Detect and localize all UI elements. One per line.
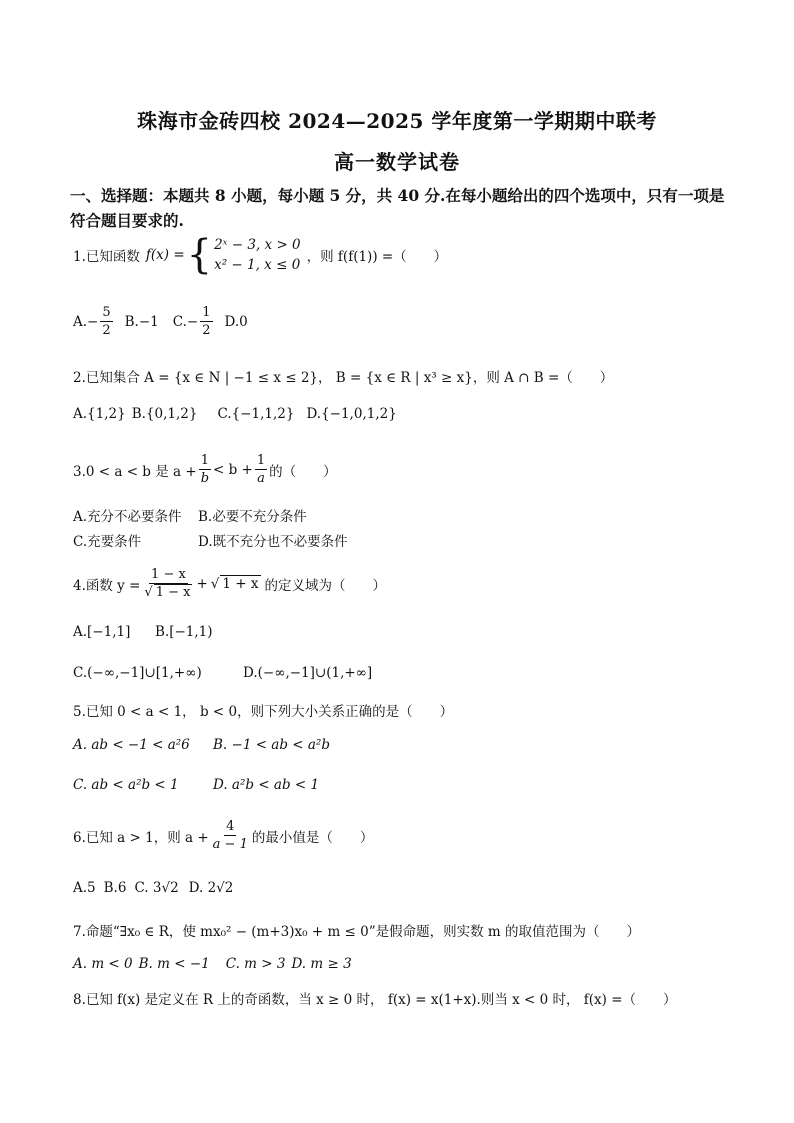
q3-f1-numerator: 1	[200, 453, 209, 468]
q2-option-b: B.{0,1,2}	[131, 406, 198, 422]
question-7-stem: 7.命题“∃x₀ ∈ R，使 mx₀² − (m+3)x₀ + m ≤ 0”是假命题，则实数 m 的取值范围为（ ）	[73, 924, 641, 940]
question-2-options	[73, 406, 397, 422]
q4-radicand: 1 + x	[222, 576, 259, 592]
question-1-stem	[73, 232, 448, 278]
question-3-options-row-1	[73, 505, 307, 525]
q3-f2-numerator: 1	[256, 453, 266, 468]
question-4-stem: 4.函数 y = $\frac{1 - x}{√ 1 - x}$ + √ 1 + x 的定义域为（ ）	[73, 567, 386, 600]
q4-prefix: 4.函数 y =	[73, 577, 141, 594]
q6-denominator: a − 1	[212, 837, 248, 852]
q6-fraction	[211, 818, 250, 853]
question-2-stem: 2.已知集合 A = {x ∈ N | −1 ≤ x ≤ 2}， B = {x ∈ R | x³ ≥ x}，则 A ∩ B =（ ）	[73, 370, 614, 386]
q1-fx: f(x) =	[145, 247, 185, 263]
q1-c-numerator: 1	[202, 305, 211, 320]
q5-option-b: B. −1 < ab < a²b	[213, 737, 330, 753]
q1-option-a-label: A.−	[73, 313, 99, 330]
exam-subtitle: 高一数学试卷	[334, 150, 460, 174]
q4-den-radicand: 1 − x	[155, 585, 191, 600]
q6-prefix: 6.已知 a > 1，则 a +	[73, 829, 209, 846]
question-4-options-row-1	[73, 624, 213, 640]
left-brace-icon: {	[186, 232, 213, 278]
q1-suffix: ，则 f(f(1)) =（ ）	[306, 249, 448, 265]
q3-option-d: D.既不充分也不必要条件	[198, 534, 348, 550]
q6-option-d: D. 2√2	[188, 880, 234, 896]
q2-option-c: C.{−1,1,2}	[217, 406, 295, 422]
q3-option-b: B.必要不充分条件	[198, 509, 307, 525]
q1-case-2: x² − 1, x ≤ 0	[214, 257, 301, 273]
q4-option-b: B.[−1,1)	[155, 624, 213, 640]
question-6-options	[73, 880, 233, 896]
section-heading: 一、选择题：本题共 8 小题，每小题 5 分，共 40 分.在每小题给出的四个选项中，只有一项是符合题目要求的.	[70, 186, 725, 230]
question-3-stem	[73, 452, 337, 487]
q4-denominator: √ 1 − x	[144, 585, 191, 600]
q5-option-a: A. ab < −1 < a²6	[73, 737, 190, 753]
q1-option-b: B.−1	[124, 313, 159, 330]
q1-option-c-fraction	[200, 304, 212, 339]
question-5-stem: 5.已知 0 < a < 1， b < 0，则下列大小关系正确的是（ ）	[73, 704, 454, 720]
q6-option-c: C. 3√2	[134, 880, 179, 896]
q1-piecewise	[214, 235, 301, 275]
q7-option-d: D. m ≥ 3	[291, 956, 352, 972]
q3-option-a: A.充分不必要条件	[73, 509, 182, 525]
q3-fraction-2	[255, 452, 267, 487]
q1-a-numerator: 5	[102, 305, 111, 320]
q3-middle: < b +	[213, 461, 253, 478]
q1-c-denominator: 2	[202, 323, 211, 338]
q2-option-a: A.{1,2}	[73, 406, 126, 422]
question-1-options	[73, 304, 248, 339]
q3-option-c: C.充要条件	[73, 534, 142, 550]
q4-option-c: C.(−∞,−1]∪[1,+∞)	[73, 665, 202, 681]
q3-f1-denominator: b	[200, 471, 210, 486]
q1-a-denominator: 2	[102, 323, 111, 338]
q1-case-1: 2ˣ − 3, x > 0	[214, 237, 301, 253]
question-8-stem: 8.已知 f(x) 是定义在 R 上的奇函数，当 x ≥ 0 时， f(x) = x(1+x).则当 x < 0 时， f(x) =（ ）	[73, 992, 677, 1008]
q3-suffix: 的（ ）	[269, 463, 337, 480]
exam-title: 珠海市金砖四校 2024—2025 学年度第一学期期中联考	[137, 109, 657, 133]
q4-suffix: 的定义域为（ ）	[264, 577, 386, 594]
q7-option-a: A. m < 0	[73, 956, 133, 972]
q4-fraction	[142, 566, 194, 601]
q6-suffix: 的最小值是（ ）	[251, 829, 374, 846]
q4-numerator: 1 − x	[151, 567, 186, 582]
q6-option-a: A.5	[73, 880, 96, 896]
q1-option-d: D.0	[224, 313, 248, 330]
question-3-options-row-2	[73, 530, 348, 550]
q4-option-d: D.(−∞,−1]∪(1,+∞]	[243, 665, 373, 681]
q4-plus: +	[196, 575, 208, 592]
question-5-options-row-2	[73, 777, 319, 793]
q5-option-c: C. ab < a²b < 1	[73, 777, 179, 793]
q5-option-d: D. a²b < ab < 1	[213, 777, 320, 793]
q6-option-b: B.6	[103, 880, 127, 896]
q4-option-a: A.[−1,1]	[73, 624, 131, 640]
question-4-options-row-2	[73, 665, 372, 681]
q1-option-a-fraction	[100, 304, 112, 339]
question-7-options	[73, 956, 352, 972]
q1-option-c-label: C.−	[172, 313, 199, 330]
question-6-stem	[73, 818, 373, 853]
q3-f2-denominator: a	[257, 471, 265, 486]
q6-numerator: 4	[226, 819, 235, 834]
q3-prefix: 3.0 < a < b 是 a +	[73, 463, 197, 480]
q7-option-b: B. m < −1	[138, 956, 210, 972]
q3-fraction-1	[199, 452, 211, 487]
question-5-options-row-1	[73, 737, 330, 753]
q7-option-c: C. m > 3	[225, 956, 286, 972]
q2-option-d: D.{−1,0,1,2}	[306, 406, 397, 422]
q1-prefix: 1.已知函数	[73, 249, 140, 265]
